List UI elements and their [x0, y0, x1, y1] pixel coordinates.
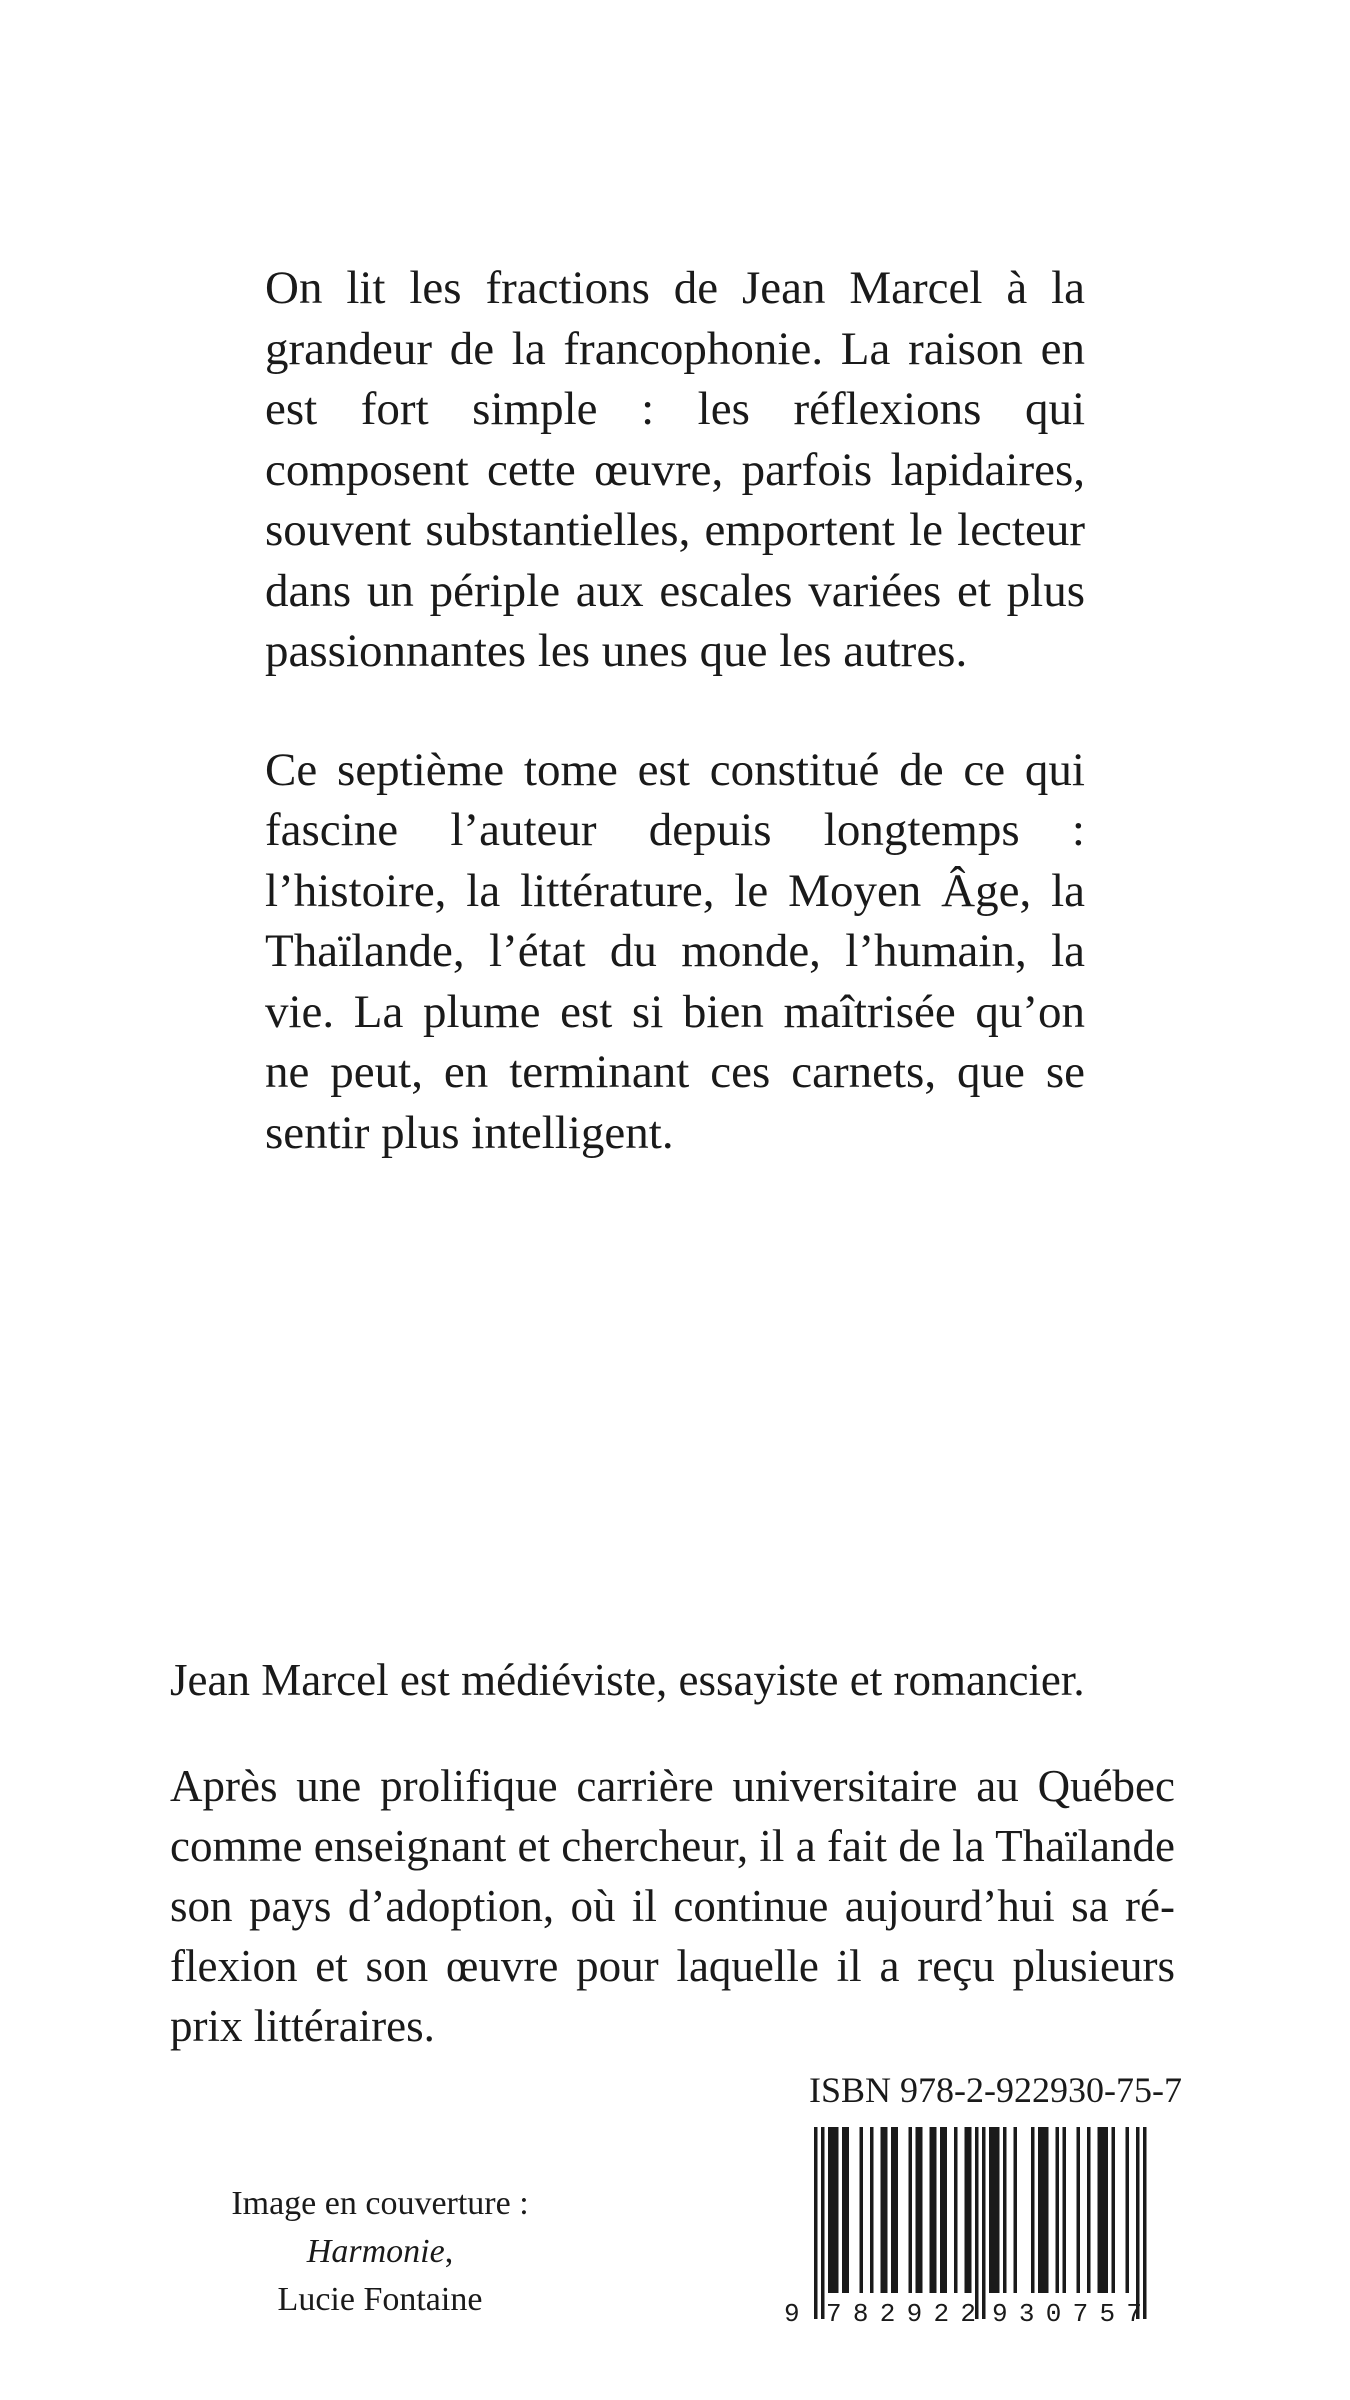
- cover-image-credit: [180, 2180, 580, 2324]
- barcode-bar: [846, 2127, 850, 2293]
- barcode-bar: [1101, 2127, 1105, 2293]
- credit-artist: Lucie Fontaine: [277, 2281, 483, 2318]
- barcode-bar: [1112, 2127, 1116, 2293]
- barcode-bar: [1056, 2127, 1060, 2293]
- barcode-bar: [1098, 2127, 1102, 2293]
- barcode-bar: [930, 2127, 934, 2293]
- barcode-bar: [1045, 2127, 1049, 2293]
- isbn-barcode: [780, 2125, 1180, 2325]
- barcode-bar: [996, 2127, 1000, 2293]
- barcode-bar: [832, 2127, 836, 2293]
- isbn-number: ISBN 978-2-922930-75-7: [809, 2070, 1182, 2110]
- barcode-bar: [1003, 2127, 1007, 2293]
- barcode-bar: [881, 2127, 885, 2293]
- barcode-bar: [1031, 2127, 1035, 2293]
- barcode-bar: [1042, 2127, 1046, 2293]
- barcode-bar: [916, 2127, 920, 2293]
- barcode-bar: [982, 2127, 986, 2319]
- back-cover-blurb: [265, 258, 1085, 1221]
- barcode-bar: [1136, 2127, 1140, 2319]
- barcode-right-digits: 930757: [992, 2299, 1142, 2325]
- barcode-bar: [1014, 2127, 1018, 2293]
- barcode-first-digit: 9: [784, 2299, 800, 2325]
- author-bio-paragraph-2: Après une prolifique carrière universitaire au Québec comme enseignant et chercheur, il a fait de la Thaïlande son pays d’adoption, où il continue aujourd’hui sa réflexion et son œuvre pour laquelle il a reçu plusieurs prix littéraires.: [170, 1761, 1175, 2051]
- barcode-bar: [891, 2127, 895, 2293]
- barcode-bar: [828, 2127, 832, 2293]
- barcode-bar: [909, 2127, 913, 2293]
- barcode-bar: [968, 2127, 972, 2293]
- barcode-bar: [835, 2127, 839, 2293]
- credit-work: [180, 2228, 580, 2276]
- credit-work-title: Harmonie: [306, 2233, 445, 2270]
- barcode-bar: [993, 2127, 997, 2293]
- barcode-bar: [1126, 2127, 1130, 2293]
- barcode-bar: [919, 2127, 923, 2293]
- blurb-paragraph-1: On lit les fractions de Jean Marcel à la grandeur de la francophonie. La raison en est fort simple : les réflexions qui composent cette œuvre, parfois lapidaires, souvent substantielles, emportent le lecteur dans un périple aux escales variées et plus passionnantes les unes que les autres.: [265, 262, 1085, 677]
- barcode-bar: [1143, 2127, 1147, 2319]
- barcode-bar: [884, 2127, 888, 2293]
- barcode-bar: [954, 2127, 958, 2293]
- barcode-bar: [940, 2127, 944, 2293]
- barcode-bar: [1077, 2127, 1081, 2293]
- barcode-bar: [975, 2127, 979, 2319]
- barcode-bar: [1038, 2127, 1042, 2293]
- barcode-bar: [933, 2127, 937, 2293]
- barcode-bar: [814, 2127, 818, 2319]
- author-bio-line-1: Jean Marcel est médiéviste, essayiste et romancier.: [170, 1655, 1085, 1705]
- barcode-bar: [944, 2127, 948, 2293]
- barcode-bar: [1063, 2127, 1067, 2293]
- barcode-bar: [842, 2127, 846, 2293]
- barcode-bar: [870, 2127, 874, 2293]
- barcode-graphic: [780, 2125, 1180, 2325]
- barcode-bar: [1087, 2127, 1091, 2293]
- barcode-left-digits: 782922: [826, 2299, 976, 2325]
- credit-label: Image en couverture :: [231, 2185, 529, 2222]
- author-bio: [170, 1650, 1175, 2102]
- barcode-bar: [965, 2127, 969, 2293]
- barcode-bar: [821, 2127, 825, 2319]
- blurb-paragraph-2: Ce septième tome est constitué de ce qui fascine l’auteur depuis longtemps : l’histoire, la littérature, le Moyen Âge, la Thaïlande, l’état du monde, l’humain, la vie. La plume est si bien maîtrisée qu’on ne peut, en terminant ces carnets, que se sentir plus intelligent.: [265, 743, 1085, 1159]
- barcode-bars: [814, 2127, 1147, 2319]
- barcode-bar: [895, 2127, 899, 2293]
- credit-separator: ,: [444, 2233, 454, 2270]
- barcode-bar: [1105, 2127, 1109, 2293]
- barcode-bar: [989, 2127, 993, 2293]
- barcode-bar: [860, 2127, 864, 2293]
